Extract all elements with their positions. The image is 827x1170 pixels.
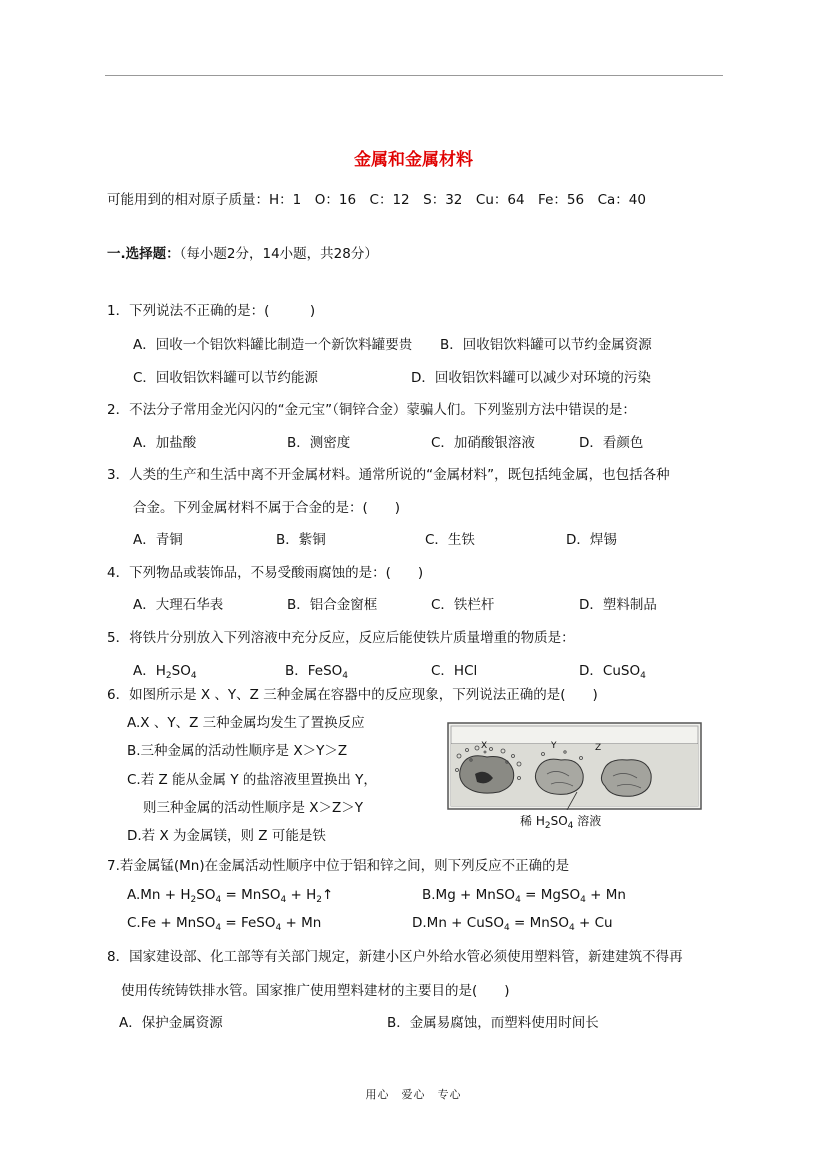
q8-option-b: B．金属易腐蚀，而塑料使用时间长: [387, 1015, 599, 1031]
q4-stem: 4．下列物品或装饰品，不易受酸雨腐蚀的是：( ): [107, 565, 424, 581]
page-footer: 用心 爱心 专心: [365, 1088, 462, 1101]
q4-option-b: B．铝合金窗框: [287, 597, 378, 613]
q8-stem-line2: 使用传统铸铁排水管。国家推广使用塑料建材的主要目的是( ): [121, 983, 510, 999]
page-title: 金属和金属材料: [354, 150, 473, 170]
q2-option-a: A．加盐酸: [133, 435, 197, 451]
section-title: 一.选择题：: [107, 246, 180, 262]
q3-option-b: B．紫铜: [276, 532, 326, 548]
q3-option-c: C．生铁: [425, 532, 475, 548]
q5-option-b: B．FeSO$_4$: [285, 663, 349, 681]
q4-option-c: C．铁栏杆: [431, 597, 495, 613]
section-note: （每小题2分，14小题，共28分）: [179, 246, 378, 262]
q3-stem-line1: 3．人类的生产和生活中离不开金属材料。通常所说的“金属材料”，既包括纯金属，也包括各种: [107, 467, 670, 483]
q1-option-b: B．回收铝饮料罐可以节约金属资源: [440, 337, 652, 353]
q1-option-c: C．回收铝饮料罐可以节约能源: [133, 370, 318, 386]
fig-label-x: X: [481, 741, 488, 751]
q4-option-a: A．大理石华表: [133, 597, 224, 613]
q1-stem: 1．下列说法不正确的是：( ): [107, 303, 316, 319]
q8-option-a: A．保护金属资源: [119, 1015, 223, 1031]
q1-option-a: A．回收一个铝饮料罐比制造一个新饮料罐要贵: [133, 337, 413, 353]
header-rule: [105, 75, 723, 76]
q7-option-b: B.Mg + MnSO$_4$ = MgSO$_4$ + Mn: [422, 887, 626, 905]
q5-option-a: A．$H_2SO_4$: [133, 663, 197, 681]
q3-option-d: D．焊锡: [566, 532, 617, 548]
q8-stem-line1: 8．国家建设部、化工部等有关部门规定，新建小区户外给水管必须使用塑料管，新建建筑不得再: [107, 949, 683, 965]
q6-option-b: B.三种金属的活动性顺序是 X＞Y＞Z: [127, 743, 348, 759]
q7-stem: 7.若金属锰(Mn)在金属活动性顺序中位于铝和锌之间，则下列反应不正确的是: [107, 858, 570, 874]
metal-y-chunk: [535, 759, 583, 794]
section-heading: [107, 245, 378, 263]
q2-option-b: B．测密度: [287, 435, 351, 451]
q6-option-c-line1: C.若 Z 能从金属 Y 的盐溶液里置换出 Y，: [127, 772, 377, 788]
q2-stem: 2．不法分子常用金光闪闪的“金元宝”（铜锌合金）蒙骗人们。下列鉴别方法中错误的是：: [107, 402, 636, 418]
metal-z-chunk: [601, 760, 651, 797]
beaker-figure: [447, 722, 702, 810]
q6-option-d: D.若 X 为金属镁，则 Z 可能是铁: [127, 828, 326, 844]
atomic-masses-line: 可能用到的相对原子质量：H：1 O：16 C：12 S：32 Cu：64 Fe：56 Ca：40: [107, 192, 646, 208]
q5-stem: 5．将铁片分别放入下列溶液中充分反应，反应后能使铁片质量增重的物质是：: [107, 630, 575, 646]
q7-option-d: D.Mn + CuSO$_4$ = MnSO$_4$ + Cu: [412, 915, 613, 933]
q1-option-d: D．回收铝饮料罐可以减少对环境的污染: [411, 370, 651, 386]
figure-caption: 稀 $H_2SO_4$ 溶液: [520, 814, 602, 831]
q5-option-c: C．HCl: [431, 663, 478, 679]
q6-option-a: A.X 、Y、Z 三种金属均发生了置换反应: [127, 715, 365, 731]
q7-option-c: C.Fe + MnSO$_4$ = FeSO$_4$ + Mn: [127, 915, 322, 933]
q3-option-a: A．青铜: [133, 532, 183, 548]
fig-label-z: Z: [595, 743, 602, 753]
q2-option-c: C．加硝酸银溶液: [431, 435, 535, 451]
q5-option-d: D．CuSO$_4$: [579, 663, 646, 681]
q3-stem-line2: 合金。下列金属材料不属于合金的是：( ): [133, 500, 401, 516]
q6-stem: 6．如图所示是 X 、Y、Z 三种金属在容器中的反应现象，下列说法正确的是( ): [107, 687, 598, 703]
q7-option-a: $A.Mn + H_2SO_4$ = MnSO$_4$ + $H_2↑$: [127, 887, 334, 905]
fig-label-y: Y: [551, 741, 557, 751]
q4-option-d: D．塑料制品: [579, 597, 657, 613]
q2-option-d: D．看颜色: [579, 435, 644, 451]
q6-option-c-line2: 则三种金属的活动性顺序是 X＞Z＞Y: [143, 800, 364, 816]
